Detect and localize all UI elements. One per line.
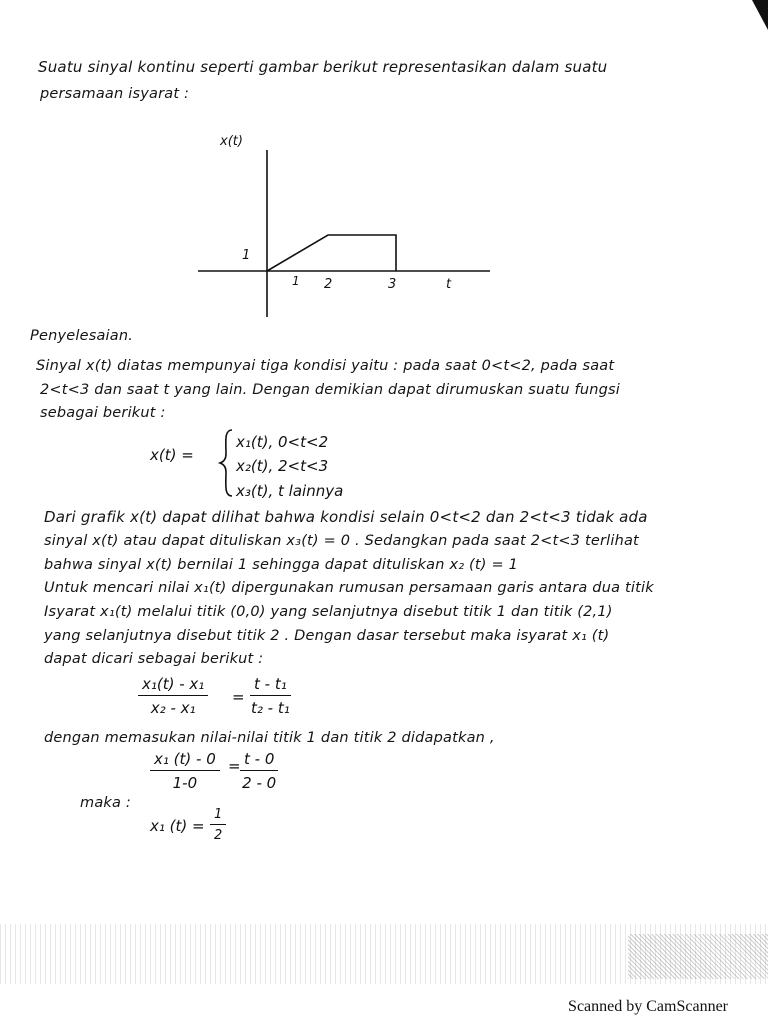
piecewise-lhs: x(t) = <box>150 446 194 464</box>
formula-2-left-numerator: x₁ (t) - 0 <box>150 750 220 771</box>
signal-graph <box>190 125 510 325</box>
x-tick-3: 3 <box>388 277 397 292</box>
formula-2-equals: = <box>228 757 241 775</box>
paragraph-2-line-3: bahwa sinyal x(t) bernilai 1 sehingga dapat dituliskan x₂ (t) = 1 <box>44 557 519 573</box>
intro-line-2: persamaan isyarat : <box>40 86 190 102</box>
maka-label: maka : <box>80 795 131 811</box>
page-corner-mark <box>746 0 768 30</box>
paragraph-2-line-2: sinyal x(t) atau dapat dituliskan x₃(t) = 0 . Sedangkan pada saat 2<t<3 terlihat <box>44 533 639 549</box>
x-tick-2: 2 <box>324 277 333 292</box>
result-denominator: 2 <box>214 828 223 843</box>
piecewise-case-2: x₂(t), 2<t<3 <box>236 457 329 475</box>
formula-2-right-denominator: 2 - 0 <box>242 774 277 792</box>
result-numerator: 1 <box>210 807 226 825</box>
y-tick-1: 1 <box>242 248 251 263</box>
paragraph-2-line-4: Untuk mencari nilai x₁(t) dipergunakan rumusan persamaan garis antara dua titik <box>44 580 654 596</box>
paragraph-2-line-5: Isyarat x₁(t) melalui titik (0,0) yang selanjutnya disebut titik 1 dan titik (2,1) <box>44 604 613 620</box>
curly-brace <box>218 428 238 498</box>
formula-1-left-denominator: x₂ - x₁ <box>150 699 196 717</box>
paragraph-1-line-1: Sinyal x(t) diatas mempunyai tiga kondisi yaitu : pada saat 0<t<2, pada saat <box>36 358 615 374</box>
x-tick-1: 1 <box>292 274 300 288</box>
paragraph-2-line-7: dapat dicari sebagai berikut : <box>44 651 264 667</box>
x-axis-label: t <box>446 277 452 292</box>
piecewise-case-1: x₁(t), 0<t<2 <box>236 433 329 451</box>
paragraph-1-line-2: 2<t<3 dan saat t yang lain. Dengan demikian dapat dirumuskan suatu fungsi <box>40 382 621 398</box>
paragraph-3: dengan memasukan nilai-nilai titik 1 dan titik 2 didapatkan , <box>44 730 495 746</box>
formula-2-left-fraction <box>150 750 220 792</box>
formula-1-right-numerator: t - t₁ <box>250 675 291 696</box>
scanner-watermark: Scanned by CamScanner <box>568 998 728 1015</box>
signal-waveform <box>267 235 396 271</box>
solution-heading: Penyelesaian. <box>30 328 134 344</box>
y-axis-label: x(t) <box>220 134 243 149</box>
paragraph-2-line-6: yang selanjutnya disebut titik 2 . Dengan dasar tersebut maka isyarat x₁ (t) <box>44 628 610 644</box>
result-fraction <box>210 807 226 843</box>
piecewise-case-3: x₃(t), t lainnya <box>236 482 344 500</box>
formula-1-left-numerator: x₁(t) - x₁ <box>138 675 208 696</box>
formula-2-right-numerator: t - 0 <box>240 750 278 771</box>
formula-1-right-fraction <box>250 675 291 717</box>
result-lhs: x₁ (t) = <box>150 817 205 835</box>
formula-1-right-denominator: t₂ - t₁ <box>250 699 290 717</box>
paragraph-1-line-3: sebagai berikut : <box>40 405 166 421</box>
formula-2-right-fraction <box>240 750 278 792</box>
intro-line-1: Suatu sinyal kontinu seperti gambar berikut representasikan dalam suatu <box>38 58 608 76</box>
scan-noise-corner <box>628 934 768 979</box>
formula-1-left-fraction <box>138 675 208 717</box>
paragraph-2-line-1: Dari grafik x(t) dapat dilihat bahwa kondisi selain 0<t<2 dan 2<t<3 tidak ada <box>44 508 648 526</box>
formula-1-equals: = <box>232 688 245 706</box>
formula-2-left-denominator: 1-0 <box>172 774 198 792</box>
